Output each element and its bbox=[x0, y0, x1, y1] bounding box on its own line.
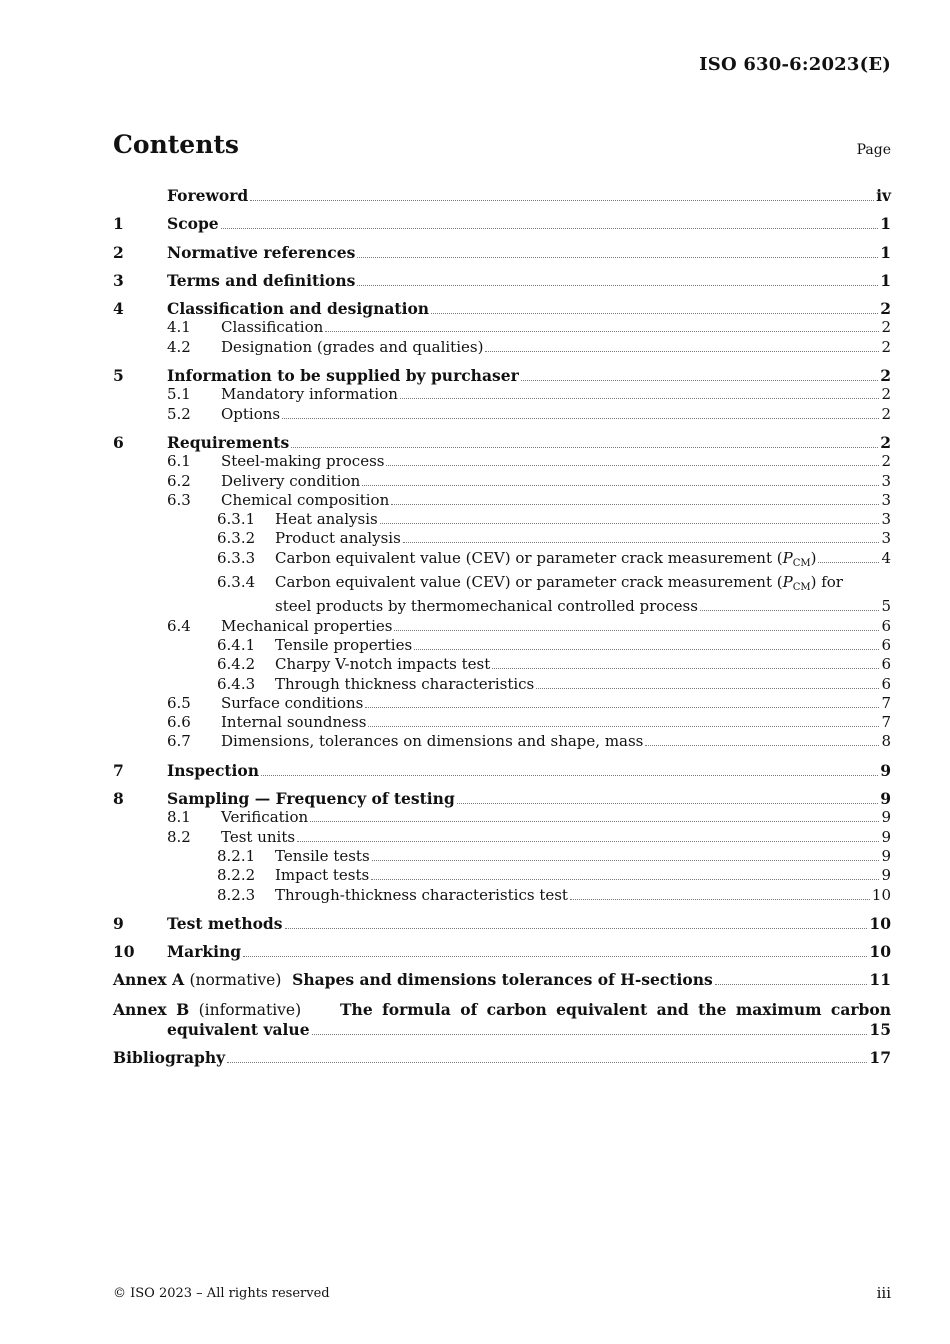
toc-entry-title: Carbon equivalent value (CEV) or parameter crack measurement ( bbox=[275, 548, 783, 567]
toc-entry[interactable] bbox=[113, 472, 891, 491]
toc-entry-number: 5.2 bbox=[167, 404, 191, 423]
toc-entry-title: Carbon equivalent value (CEV) or parameter crack measurement ( bbox=[275, 573, 783, 592]
toc-page-number: 3 bbox=[881, 490, 891, 509]
toc-entry-title: Test methods bbox=[167, 913, 283, 933]
toc-page-number: 1 bbox=[880, 270, 891, 290]
toc-page-number: 9 bbox=[880, 760, 891, 780]
toc-page-number: 7 bbox=[881, 693, 891, 712]
toc-page-number: 9 bbox=[880, 789, 891, 809]
toc-entry-number: 8.1 bbox=[167, 808, 191, 827]
dot-leader bbox=[536, 688, 879, 689]
toc-entry[interactable] bbox=[113, 694, 891, 713]
toc-entry-text bbox=[275, 675, 534, 694]
toc-entry[interactable] bbox=[113, 318, 891, 337]
dot-leader bbox=[368, 726, 879, 727]
toc-page-number: 6 bbox=[881, 674, 891, 693]
toc-entry[interactable] bbox=[113, 866, 891, 885]
toc-entry-text bbox=[221, 732, 643, 751]
toc-entry-text bbox=[221, 617, 392, 636]
toc-entry-number: 4.2 bbox=[167, 337, 191, 356]
toc-entry-text bbox=[221, 405, 280, 424]
toc-entry-text bbox=[167, 366, 519, 385]
toc-entry[interactable] bbox=[113, 338, 891, 357]
annex-title: Shapes and dimensions tolerances of H-sections bbox=[292, 970, 713, 990]
toc-entry-title: Classification and designation bbox=[167, 299, 430, 319]
toc-page-number: 10 bbox=[871, 885, 891, 904]
toc-entry-text bbox=[221, 828, 295, 847]
toc-entry-text bbox=[221, 452, 384, 471]
toc-entry-title: Dimensions, tolerances on dimensions and shape, mass bbox=[221, 732, 644, 751]
subscript: CM bbox=[792, 582, 811, 594]
page-title: Contents bbox=[113, 130, 240, 159]
toc-entry-number: 8 bbox=[113, 789, 124, 809]
toc-entry-text bbox=[275, 510, 378, 529]
toc-entry-text bbox=[167, 243, 355, 262]
page-column-label: Page bbox=[856, 142, 891, 158]
toc-page-number: 17 bbox=[869, 1048, 891, 1068]
dot-leader bbox=[221, 228, 879, 229]
toc-page-number: 9 bbox=[881, 808, 891, 827]
dot-leader bbox=[715, 984, 868, 985]
toc-entry[interactable] bbox=[113, 655, 891, 674]
dot-leader bbox=[312, 1034, 868, 1035]
toc-entry-title: Mechanical properties bbox=[221, 616, 393, 635]
toc-entry[interactable] bbox=[113, 271, 891, 290]
toc-entry-text bbox=[221, 694, 363, 713]
toc-page-number: 1 bbox=[880, 242, 891, 262]
toc-page-number: 2 bbox=[881, 385, 891, 404]
variable-symbol: P bbox=[782, 573, 793, 592]
toc-entry-text bbox=[221, 338, 483, 357]
toc-entry-title: Heat analysis bbox=[275, 510, 378, 529]
toc-page-number: 2 bbox=[881, 318, 891, 337]
toc-entry[interactable] bbox=[113, 529, 891, 548]
toc-entry-text bbox=[167, 761, 259, 780]
toc-entry-annex-b[interactable] bbox=[113, 1000, 891, 1040]
dot-leader bbox=[386, 465, 879, 466]
toc-entry-continuation: steel products by thermomechanical controlled process bbox=[275, 597, 698, 616]
toc-entry-number: 6.3.3 bbox=[217, 548, 256, 567]
toc-page-number: 2 bbox=[881, 337, 891, 356]
annex-label: Annex B bbox=[113, 999, 190, 1019]
toc-entry-bibliography[interactable] bbox=[113, 1048, 891, 1067]
dot-leader bbox=[457, 803, 878, 804]
page-number: iii bbox=[876, 1284, 891, 1302]
toc-entry-text bbox=[167, 433, 289, 452]
dot-leader bbox=[282, 418, 879, 419]
toc-entry-number: 6.3.4 bbox=[217, 573, 256, 592]
toc-entry-title: Verification bbox=[221, 808, 309, 827]
toc-entry-number: 9 bbox=[113, 913, 124, 933]
toc-entry-text bbox=[167, 214, 219, 233]
toc-page-number: 3 bbox=[881, 510, 891, 529]
toc-entry[interactable] bbox=[113, 914, 891, 933]
toc-entry-text bbox=[167, 942, 241, 961]
dot-leader bbox=[492, 668, 879, 669]
toc-page-number: 9 bbox=[881, 846, 891, 865]
variable-symbol: P bbox=[782, 548, 793, 567]
toc-entry[interactable] bbox=[113, 847, 891, 866]
toc-entry-title: Designation (grades and qualities) bbox=[221, 337, 484, 356]
toc-page-number: 15 bbox=[869, 1019, 891, 1039]
toc-page-number: 6 bbox=[881, 635, 891, 654]
toc-entry-number: 6.3.2 bbox=[217, 529, 256, 548]
toc-entry-number: 4 bbox=[113, 299, 124, 319]
toc-entry[interactable] bbox=[113, 573, 891, 617]
dot-leader bbox=[372, 860, 880, 861]
dot-leader bbox=[394, 630, 879, 631]
dot-leader bbox=[250, 200, 874, 201]
toc-entry-text bbox=[221, 318, 323, 337]
toc-page-number: 2 bbox=[880, 299, 891, 319]
dot-leader bbox=[365, 707, 879, 708]
toc-page-number: 3 bbox=[881, 529, 891, 548]
toc-page-number: 2 bbox=[881, 404, 891, 423]
toc-entry[interactable] bbox=[113, 789, 891, 808]
toc-entry-text bbox=[275, 886, 568, 905]
dot-leader bbox=[362, 485, 879, 486]
annex-title-line1: The formula of carbon equivalent and the maximum carbon bbox=[340, 999, 891, 1019]
toc-entry-text bbox=[221, 491, 389, 510]
toc-entry-number: 8.2.2 bbox=[217, 866, 256, 885]
toc-entry-number: 5 bbox=[113, 366, 124, 386]
dot-leader bbox=[291, 447, 878, 448]
toc-entry[interactable] bbox=[113, 299, 891, 318]
copyright-notice: © ISO 2023 – All rights reserved bbox=[113, 1286, 330, 1301]
toc-entry-title-suffix: ) bbox=[810, 548, 817, 567]
toc-entry-title: Internal soundness bbox=[221, 713, 367, 732]
toc-entry[interactable] bbox=[113, 761, 891, 780]
toc-page-number: 5 bbox=[881, 597, 891, 616]
toc-entry-title: Requirements bbox=[167, 432, 290, 452]
toc-entry-number: 6.1 bbox=[167, 452, 191, 471]
toc-entry-number: 6.3.1 bbox=[217, 510, 256, 529]
toc-entry-title: Through thickness characteristics bbox=[275, 674, 535, 693]
dot-leader bbox=[380, 523, 880, 524]
toc-entry-text bbox=[221, 472, 360, 491]
toc-entry-text bbox=[221, 713, 366, 732]
toc-entry-text bbox=[167, 914, 283, 933]
toc-entry-title: Mandatory information bbox=[221, 385, 398, 404]
toc-page-number: 10 bbox=[869, 942, 891, 962]
dot-leader bbox=[645, 745, 879, 746]
dot-leader bbox=[243, 956, 867, 957]
toc-entry[interactable] bbox=[113, 405, 891, 424]
toc-entry[interactable] bbox=[113, 243, 891, 262]
toc-entry-title: Test units bbox=[221, 827, 296, 846]
toc-entry[interactable] bbox=[113, 828, 891, 847]
toc-entry-text bbox=[167, 271, 355, 290]
dot-leader bbox=[227, 1062, 867, 1063]
dot-leader bbox=[700, 610, 880, 611]
dot-leader bbox=[818, 562, 879, 563]
toc-entry-text bbox=[167, 789, 455, 808]
toc-entry-number: 8.2 bbox=[167, 827, 191, 846]
table-of-contents bbox=[113, 186, 891, 1068]
contents-heading-row bbox=[113, 130, 891, 166]
toc-entry-text bbox=[275, 866, 369, 885]
toc-entry[interactable] bbox=[113, 385, 891, 404]
toc-entry-number: 6.4 bbox=[167, 616, 191, 635]
toc-entry-text bbox=[275, 573, 843, 597]
toc-entry-title: Classification bbox=[221, 318, 324, 337]
toc-entry-title: Through-thickness characteristics test bbox=[275, 885, 568, 904]
toc-entry[interactable] bbox=[113, 808, 891, 827]
toc-entry[interactable] bbox=[113, 549, 891, 573]
toc-entry-number: 8.2.1 bbox=[217, 846, 256, 865]
dot-leader bbox=[371, 879, 879, 880]
toc-entry-number: 7 bbox=[113, 760, 124, 780]
toc-page-number: 2 bbox=[880, 432, 891, 452]
subscript: CM bbox=[792, 557, 811, 569]
toc-entry-number: 3 bbox=[113, 270, 124, 290]
toc-entry-number: 6.4.2 bbox=[217, 655, 256, 674]
toc-entry-number: 1 bbox=[113, 214, 124, 234]
toc-entry-title: Inspection bbox=[167, 760, 260, 780]
toc-page-number: 6 bbox=[881, 655, 891, 674]
dot-leader bbox=[485, 351, 879, 352]
dot-leader bbox=[391, 504, 879, 505]
toc-entry-text bbox=[221, 385, 398, 404]
toc-entry-title: Impact tests bbox=[275, 866, 370, 885]
toc-entry-title: Steel-making process bbox=[221, 452, 385, 471]
toc-page-number: 7 bbox=[881, 713, 891, 732]
dot-leader bbox=[310, 821, 879, 822]
document-id: ISO 630-6:2023(E) bbox=[699, 54, 891, 75]
annex-kind: (informative) bbox=[198, 1000, 302, 1019]
toc-entry[interactable] bbox=[113, 186, 891, 205]
dot-leader bbox=[570, 899, 870, 900]
toc-entry-number: 6.7 bbox=[167, 732, 191, 751]
toc-entry-title: Scope bbox=[167, 214, 219, 234]
dot-leader bbox=[403, 542, 880, 543]
toc-entry-number: 5.1 bbox=[167, 385, 191, 404]
toc-entry-title: Terms and definitions bbox=[167, 270, 356, 290]
toc-page-number: 4 bbox=[881, 548, 891, 567]
toc-entry-title: Sampling — Frequency of testing bbox=[167, 789, 455, 809]
dot-leader bbox=[357, 257, 878, 258]
toc-entry[interactable] bbox=[113, 510, 891, 529]
toc-entry-title: Tensile properties bbox=[275, 635, 413, 654]
toc-entry-number: 2 bbox=[113, 242, 124, 262]
toc-entry-text bbox=[167, 186, 248, 205]
toc-entry-text bbox=[275, 529, 401, 548]
toc-entry-number: 6.5 bbox=[167, 693, 191, 712]
toc-entry-number: 6 bbox=[113, 432, 124, 452]
toc-entry-text bbox=[167, 299, 429, 318]
dot-leader bbox=[297, 841, 879, 842]
toc-entry[interactable] bbox=[113, 433, 891, 452]
dot-leader bbox=[431, 313, 878, 314]
toc-entry[interactable] bbox=[113, 366, 891, 385]
toc-entry-title: Chemical composition bbox=[221, 490, 390, 509]
toc-entry-number: 8.2.3 bbox=[217, 885, 256, 904]
toc-entry-title: Foreword bbox=[167, 186, 249, 205]
toc-entry[interactable] bbox=[113, 636, 891, 655]
toc-entry-text bbox=[275, 549, 816, 573]
toc-entry-title: Normative references bbox=[167, 242, 356, 262]
toc-page-number: 8 bbox=[881, 732, 891, 751]
toc-entry[interactable] bbox=[113, 491, 891, 510]
annex-kind: (normative) bbox=[189, 971, 282, 990]
dot-leader bbox=[357, 285, 878, 286]
toc-page-number: 2 bbox=[881, 452, 891, 471]
dot-leader bbox=[521, 380, 878, 381]
toc-entry[interactable] bbox=[113, 452, 891, 471]
dot-leader bbox=[400, 398, 880, 399]
toc-page-number: 6 bbox=[881, 616, 891, 635]
toc-entry[interactable] bbox=[113, 675, 891, 694]
toc-entry-number: 10 bbox=[113, 942, 135, 962]
toc-entry-text bbox=[221, 808, 308, 827]
toc-entry-title: Options bbox=[221, 404, 281, 423]
toc-entry-title: Product analysis bbox=[275, 529, 401, 548]
toc-entry-text: Bibliography bbox=[113, 1048, 226, 1068]
toc-entry-text bbox=[275, 636, 412, 655]
toc-page-number: 2 bbox=[880, 366, 891, 386]
toc-entry[interactable] bbox=[113, 617, 891, 636]
toc-entry-text bbox=[275, 655, 490, 674]
dot-leader bbox=[261, 775, 878, 776]
toc-entry-number: 6.4.3 bbox=[217, 674, 256, 693]
toc-entry[interactable] bbox=[113, 214, 891, 233]
toc-entry-number: 6.4.1 bbox=[217, 635, 256, 654]
toc-entry-title-suffix: ) for bbox=[810, 573, 843, 592]
dot-leader bbox=[325, 331, 879, 332]
toc-entry-title: Information to be supplied by purchaser bbox=[167, 366, 519, 386]
toc-entry-number: 4.1 bbox=[167, 318, 191, 337]
toc-entry[interactable] bbox=[113, 732, 891, 751]
toc-entry-number: 6.3 bbox=[167, 490, 191, 509]
toc-page-number: 11 bbox=[869, 970, 891, 990]
toc-entry[interactable] bbox=[113, 942, 891, 961]
toc-page-number: 3 bbox=[881, 471, 891, 490]
toc-entry-title: Marking bbox=[167, 942, 242, 962]
dot-leader bbox=[414, 649, 879, 650]
dot-leader bbox=[285, 928, 868, 929]
toc-entry-title: Delivery condition bbox=[221, 471, 361, 490]
annex-label: Annex A bbox=[113, 970, 185, 990]
annex-title-line2: equivalent value bbox=[167, 1019, 310, 1039]
toc-entry-annex-a[interactable] bbox=[113, 970, 891, 990]
toc-page-number: 9 bbox=[881, 827, 891, 846]
toc-page-number: 10 bbox=[869, 913, 891, 933]
toc-entry[interactable] bbox=[113, 886, 891, 905]
toc-page-number: 9 bbox=[881, 866, 891, 885]
toc-page-number: iv bbox=[876, 186, 891, 205]
toc-entry-number: 6.2 bbox=[167, 471, 191, 490]
toc-page-number: 1 bbox=[880, 214, 891, 234]
toc-entry-title: Charpy V-notch impacts test bbox=[275, 655, 491, 674]
toc-entry[interactable] bbox=[113, 713, 891, 732]
toc-entry-number: 6.6 bbox=[167, 713, 191, 732]
toc-entry-text bbox=[275, 847, 370, 866]
toc-entry-title: Tensile tests bbox=[275, 846, 370, 865]
toc-entry-title: Surface conditions bbox=[221, 693, 364, 712]
